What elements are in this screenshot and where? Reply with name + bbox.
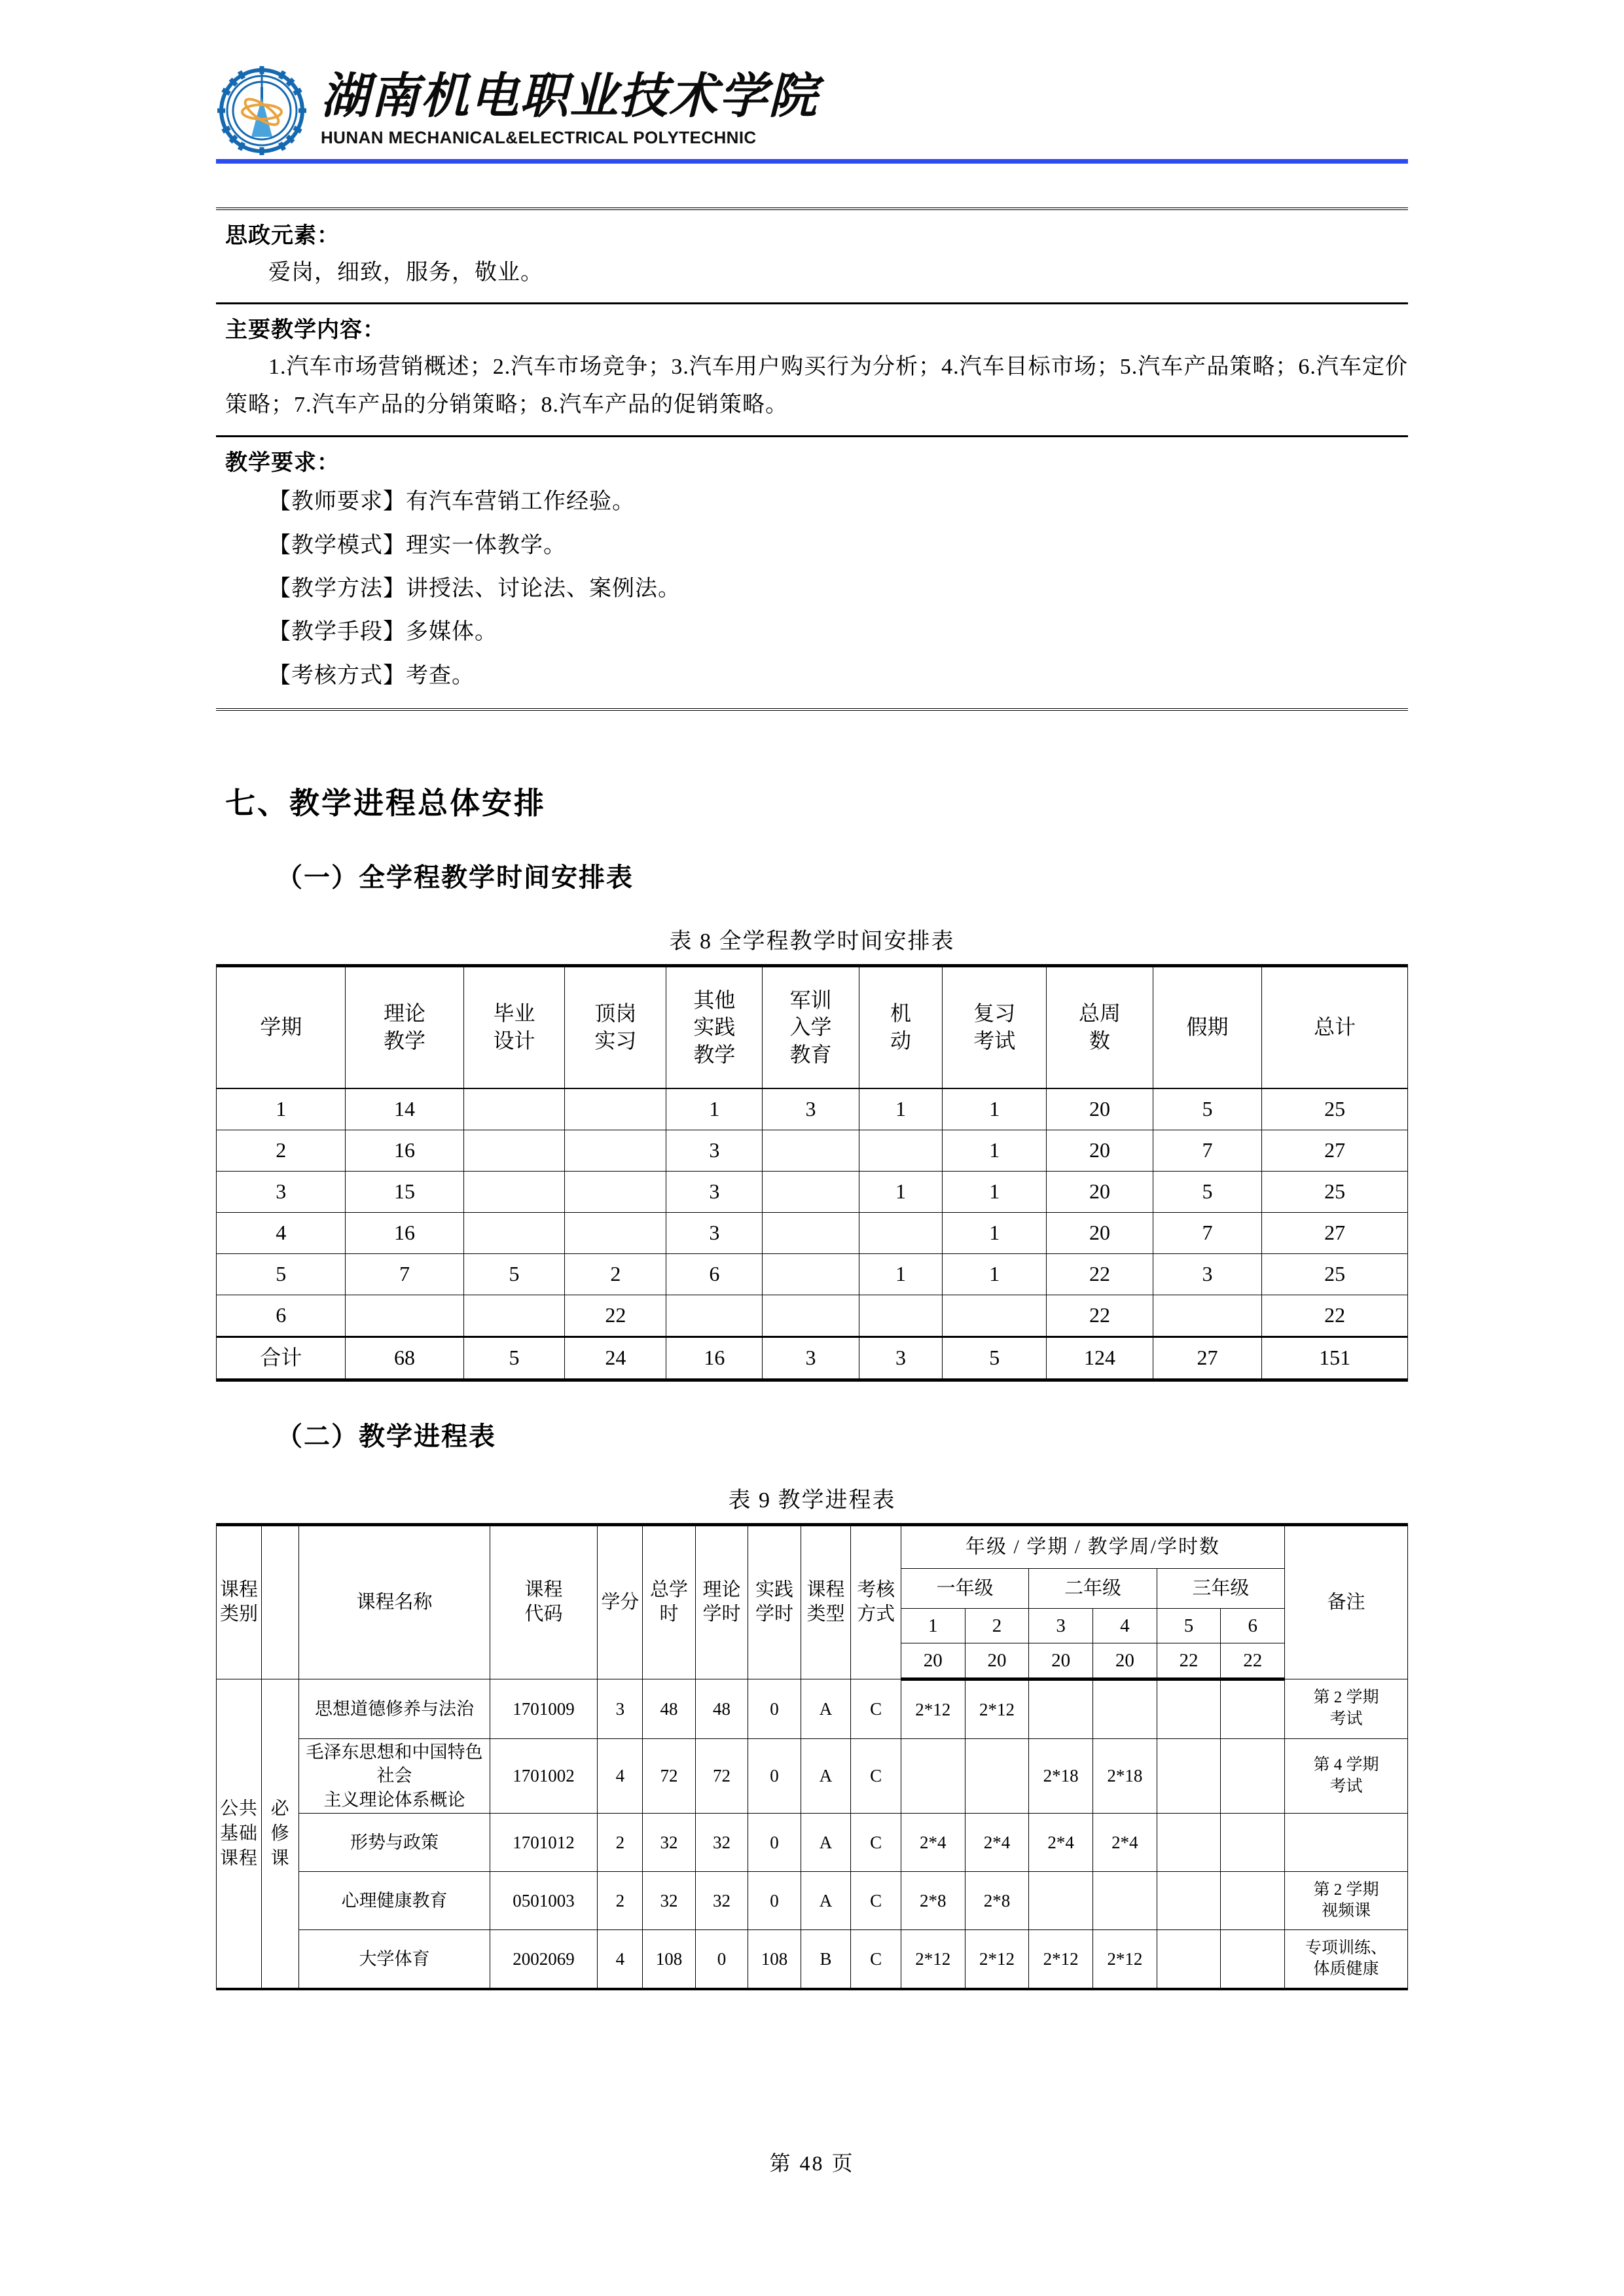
cell-total: 151 (1262, 1336, 1408, 1380)
cell-semester: 5 (217, 1253, 346, 1295)
gear-emblem-icon (216, 63, 308, 155)
cell-sem-1: 2*12 (901, 1930, 965, 1990)
cell-practice: 6 (666, 1253, 763, 1295)
table8-body (217, 1088, 1408, 1380)
cell-exam: 1 (943, 1171, 1047, 1212)
cell-sem-5 (1157, 1738, 1221, 1813)
cell-sem-4 (1092, 1679, 1157, 1738)
cell-assessment: C (851, 1679, 901, 1738)
cell-remark: 第 2 学期 视频课 (1285, 1872, 1408, 1930)
cell-semester: 4 (217, 1212, 346, 1253)
cell-assessment: C (851, 1872, 901, 1930)
institution-name-en: HUNAN MECHANICAL&ELECTRICAL POLYTECHNIC (321, 128, 757, 147)
table-row (217, 1088, 1408, 1130)
cell-course-code: 1701012 (490, 1814, 598, 1872)
cell-course-name: 形势与政策 (299, 1814, 490, 1872)
cell-total: 22 (1262, 1295, 1408, 1336)
th-grade-1: 一年级 (901, 1568, 1028, 1608)
cell-sem-3: 2*4 (1029, 1814, 1093, 1872)
cell-design (463, 1212, 565, 1253)
cell-sem-1: 2*4 (901, 1814, 965, 1872)
cell-sem-4 (1092, 1872, 1157, 1930)
cell-internship (565, 1212, 666, 1253)
th-grade-2: 二年级 (1029, 1568, 1157, 1608)
th-weeks-5: 22 (1157, 1643, 1221, 1679)
cell-practice-hours: 0 (748, 1679, 801, 1738)
cell-course-code: 0501003 (490, 1872, 598, 1930)
cell-sem-2: 2*4 (965, 1814, 1029, 1872)
cell-military (763, 1253, 859, 1295)
cell-sem-4: 2*18 (1092, 1738, 1157, 1813)
th-semester: 学期 (217, 965, 346, 1088)
cell-course-code: 1701002 (490, 1738, 598, 1813)
cell-internship (565, 1130, 666, 1171)
ideology-text: 爱岗，细致，服务，敬业。 (268, 260, 543, 285)
cell-credits: 3 (598, 1679, 643, 1738)
table9-header-row-1 (217, 1524, 1408, 1568)
cell-design (463, 1088, 565, 1130)
th-weeks-2: 20 (965, 1643, 1029, 1679)
cell-flexible (859, 1130, 943, 1171)
cell-internship: 22 (565, 1295, 666, 1336)
cell-credits: 4 (598, 1930, 643, 1990)
cell-exam (943, 1295, 1047, 1336)
cell-total-label: 合计 (217, 1336, 346, 1380)
cell-military (763, 1212, 859, 1253)
th-semester-3: 3 (1029, 1608, 1093, 1643)
cell-course-type: A (801, 1679, 851, 1738)
cell-theory: 16 (346, 1130, 463, 1171)
cell-total-hours: 48 (643, 1679, 695, 1738)
table-row (217, 1295, 1408, 1336)
th-weeks-1: 20 (901, 1643, 965, 1679)
table9-body (217, 1679, 1408, 1989)
cell-total-weeks: 22 (1047, 1295, 1153, 1336)
cell-practice-hours: 108 (748, 1930, 801, 1990)
cell-flexible: 1 (859, 1171, 943, 1212)
cell-course-code: 1701009 (490, 1679, 598, 1738)
th-internship: 顶岗 实习 (565, 965, 666, 1088)
cell-practice: 16 (666, 1336, 763, 1380)
cell-total-hours: 72 (643, 1738, 695, 1813)
cell-theory-hours: 32 (695, 1872, 748, 1930)
cell-total: 25 (1262, 1171, 1408, 1212)
th-flexible: 机 动 (859, 965, 943, 1088)
cell-sem-6 (1221, 1738, 1285, 1813)
cell-total: 27 (1262, 1212, 1408, 1253)
schedule-time-table (216, 964, 1408, 1382)
th-practice-hours: 实践 学时 (748, 1524, 801, 1679)
table-row (217, 1930, 1408, 1990)
cell-total: 27 (1262, 1130, 1408, 1171)
cell-sem-1: 2*8 (901, 1872, 965, 1930)
cell-exam: 1 (943, 1088, 1047, 1130)
cell-internship: 24 (565, 1336, 666, 1380)
cell-total-weeks: 22 (1047, 1253, 1153, 1295)
th-weeks-3: 20 (1029, 1643, 1093, 1679)
cell-sem-5 (1157, 1814, 1221, 1872)
cell-sem-2: 2*12 (965, 1679, 1029, 1738)
cell-credits: 4 (598, 1738, 643, 1813)
table8-caption: 表 8 全学程教学时间安排表 (669, 929, 955, 954)
th-course-name: 课程名称 (299, 1524, 490, 1679)
cell-remark: 专项训练、 体质健康 (1285, 1930, 1408, 1990)
cell-sem-6 (1221, 1872, 1285, 1930)
requirement-item: 【教师要求】有汽车营销工作经验。 (268, 490, 635, 514)
cell-design (463, 1130, 565, 1171)
cell-vacation: 5 (1153, 1088, 1262, 1130)
cell-course-name: 大学体育 (299, 1930, 490, 1990)
cell-semester: 6 (217, 1295, 346, 1336)
cell-sem-4: 2*4 (1092, 1814, 1157, 1872)
cell-practice-hours: 0 (748, 1872, 801, 1930)
teaching-requirements-label: 教学要求： (225, 450, 340, 475)
th-course-code: 课程 代码 (490, 1524, 598, 1679)
cell-sem-2: 2*12 (965, 1930, 1029, 1990)
th-review-exam: 复习 考试 (943, 965, 1047, 1088)
th-total-hours: 总学 时 (643, 1524, 695, 1679)
th-semester-2: 2 (965, 1608, 1029, 1643)
course-outline-block (216, 207, 1408, 711)
cell-sem-3: 2*18 (1029, 1738, 1093, 1813)
cell-design (463, 1295, 565, 1336)
requirement-item: 【教学模式】理实一体教学。 (268, 533, 566, 558)
cell-exam: 1 (943, 1253, 1047, 1295)
cell-vacation: 27 (1153, 1336, 1262, 1380)
cell-total-hours: 32 (643, 1814, 695, 1872)
cell-sem-2 (965, 1738, 1029, 1813)
cell-vacation: 7 (1153, 1212, 1262, 1253)
main-content-label: 主要教学内容： (225, 318, 386, 343)
teaching-requirements-section (216, 437, 1408, 708)
cell-theory: 14 (346, 1088, 463, 1130)
cell-exam: 1 (943, 1130, 1047, 1171)
cell-total-weeks: 20 (1047, 1088, 1153, 1130)
page-number: 第 48 页 (769, 2151, 855, 2175)
cell-assessment: C (851, 1738, 901, 1813)
cell-practice: 3 (666, 1212, 763, 1253)
institution-name-cn: 湖南机电职业技术学院 (321, 70, 818, 124)
cell-course-name: 心理健康教育 (299, 1872, 490, 1930)
teaching-progress-table (216, 1523, 1408, 1990)
cell-flexible (859, 1212, 943, 1253)
th-semester-1: 1 (901, 1608, 965, 1643)
th-semester-4: 4 (1092, 1608, 1157, 1643)
th-other-practice: 其他 实践 教学 (666, 965, 763, 1088)
ideology-label: 思政元素： (225, 224, 340, 248)
cell-vacation: 3 (1153, 1253, 1262, 1295)
th-theory-teaching: 理论 教学 (346, 965, 463, 1088)
cell-credits: 2 (598, 1814, 643, 1872)
cell-exam: 5 (943, 1336, 1047, 1380)
subsection-title-2: （二）教学进程表 (276, 1421, 496, 1451)
th-semester-5: 5 (1157, 1608, 1221, 1643)
cell-theory: 7 (346, 1253, 463, 1295)
cell-vacation: 7 (1153, 1130, 1262, 1171)
th-assessment: 考核 方式 (851, 1524, 901, 1679)
cell-sem-5 (1157, 1872, 1221, 1930)
cell-course-type: A (801, 1738, 851, 1813)
th-course-type: 课程 类型 (801, 1524, 851, 1679)
cell-total-weeks: 124 (1047, 1336, 1153, 1380)
cell-remark: 第 2 学期 考试 (1285, 1679, 1408, 1738)
cell-category-required: 必 修 课 (261, 1679, 298, 1989)
table-row (217, 1872, 1408, 1930)
th-weeks-4: 20 (1092, 1643, 1157, 1679)
requirement-item: 【教学手段】多媒体。 (268, 620, 497, 645)
cell-remark: 第 4 学期 考试 (1285, 1738, 1408, 1813)
cell-theory (346, 1295, 463, 1336)
cell-practice: 3 (666, 1130, 763, 1171)
th-course-category-sub (261, 1524, 298, 1679)
cell-total-weeks: 20 (1047, 1130, 1153, 1171)
page-header (216, 0, 1408, 158)
ideology-section (216, 210, 1408, 302)
main-content-text: 1.汽车市场营销概述；2.汽车市场竞争；3.汽车用户购买行为分析；4.汽车目标市场；5.汽车产品策略；6.汽车定价策略；7.汽车产品的分销策略；8.汽车产品的促销策略。 (225, 354, 1408, 418)
cell-course-name: 毛泽东思想和中国特色社会 主义理论体系概论 (299, 1738, 490, 1813)
cell-practice: 1 (666, 1088, 763, 1130)
cell-assessment: C (851, 1930, 901, 1990)
th-grade-3: 三年级 (1157, 1568, 1284, 1608)
cell-military (763, 1295, 859, 1336)
cell-internship (565, 1088, 666, 1130)
cell-flexible: 1 (859, 1253, 943, 1295)
cell-credits: 2 (598, 1872, 643, 1930)
cell-vacation: 5 (1153, 1171, 1262, 1212)
cell-course-type: A (801, 1872, 851, 1930)
th-credits: 学分 (598, 1524, 643, 1679)
cell-design: 5 (463, 1336, 565, 1380)
cell-theory-hours: 72 (695, 1738, 748, 1813)
cell-theory: 15 (346, 1171, 463, 1212)
th-weeks-6: 22 (1221, 1643, 1285, 1679)
cell-sem-5 (1157, 1930, 1221, 1990)
main-content-section (216, 304, 1408, 435)
cell-remark (1285, 1814, 1408, 1872)
cell-sem-6 (1221, 1679, 1285, 1738)
cell-military: 3 (763, 1088, 859, 1130)
cell-flexible: 1 (859, 1088, 943, 1130)
cell-military (763, 1130, 859, 1171)
header-divider (216, 159, 1408, 164)
cell-internship: 2 (565, 1253, 666, 1295)
cell-sem-3 (1029, 1872, 1093, 1930)
institution-logo (216, 63, 818, 155)
table-row (217, 1738, 1408, 1813)
table-row (217, 1814, 1408, 1872)
cell-sem-3 (1029, 1679, 1093, 1738)
cell-design: 5 (463, 1253, 565, 1295)
subsection-title-1: （一）全学程教学时间安排表 (276, 862, 634, 892)
cell-vacation (1153, 1295, 1262, 1336)
cell-flexible (859, 1295, 943, 1336)
th-grand-total: 总计 (1262, 965, 1408, 1088)
cell-sem-6 (1221, 1814, 1285, 1872)
th-remark: 备注 (1285, 1524, 1408, 1679)
cell-total-weeks: 20 (1047, 1171, 1153, 1212)
th-military-training: 军训 入学 教育 (763, 965, 859, 1088)
cell-assessment: C (851, 1814, 901, 1872)
cell-course-name: 思想道德修养与法治 (299, 1679, 490, 1738)
th-vacation: 假期 (1153, 965, 1262, 1088)
cell-practice-hours: 0 (748, 1814, 801, 1872)
cell-total-weeks: 20 (1047, 1212, 1153, 1253)
cell-internship (565, 1171, 666, 1212)
cell-theory-hours: 48 (695, 1679, 748, 1738)
requirement-item: 【教学方法】讲授法、讨论法、案例法。 (268, 577, 681, 601)
cell-sem-1 (901, 1738, 965, 1813)
cell-total-hours: 108 (643, 1930, 695, 1990)
cell-category-public-basic: 公共 基础 课程 (217, 1679, 262, 1989)
cell-theory: 68 (346, 1336, 463, 1380)
cell-semester: 3 (217, 1171, 346, 1212)
cell-practice-hours: 0 (748, 1738, 801, 1813)
table-row (217, 1212, 1408, 1253)
cell-course-code: 2002069 (490, 1930, 598, 1990)
table-row (217, 1253, 1408, 1295)
th-course-category: 课程 类别 (217, 1524, 262, 1679)
cell-theory-hours: 0 (695, 1930, 748, 1990)
requirement-item: 【考核方式】考查。 (268, 663, 475, 688)
cell-military: 3 (763, 1336, 859, 1380)
table-row (217, 1130, 1408, 1171)
table8-header-row (217, 965, 1408, 1088)
cell-military (763, 1171, 859, 1212)
cell-sem-4: 2*12 (1092, 1930, 1157, 1990)
th-total-weeks: 总周 数 (1047, 965, 1153, 1088)
table-row (217, 1679, 1408, 1738)
cell-course-type: B (801, 1930, 851, 1990)
th-semester-6: 6 (1221, 1608, 1285, 1643)
cell-theory-hours: 32 (695, 1814, 748, 1872)
table-row-total (217, 1336, 1408, 1380)
institution-name-block (321, 70, 818, 147)
cell-practice (666, 1295, 763, 1336)
cell-sem-1: 2*12 (901, 1679, 965, 1738)
cell-sem-5 (1157, 1679, 1221, 1738)
th-theory-hours: 理论 学时 (695, 1524, 748, 1679)
th-graduation-design: 毕业 设计 (463, 965, 565, 1088)
cell-sem-6 (1221, 1930, 1285, 1990)
section-title: 七、教学进程总体安排 (225, 786, 546, 820)
cell-semester: 1 (217, 1088, 346, 1130)
table-row (217, 1171, 1408, 1212)
cell-total: 25 (1262, 1088, 1408, 1130)
cell-total: 25 (1262, 1253, 1408, 1295)
cell-design (463, 1171, 565, 1212)
cell-practice: 3 (666, 1171, 763, 1212)
cell-semester: 2 (217, 1130, 346, 1171)
cell-exam: 1 (943, 1212, 1047, 1253)
cell-total-hours: 32 (643, 1872, 695, 1930)
cell-sem-2: 2*8 (965, 1872, 1029, 1930)
th-grade-semester-group: 年级 / 学期 / 教学周/学时数 (901, 1524, 1284, 1568)
cell-course-type: A (801, 1814, 851, 1872)
cell-flexible: 3 (859, 1336, 943, 1380)
table9-caption: 表 9 教学进程表 (728, 1488, 896, 1513)
cell-theory: 16 (346, 1212, 463, 1253)
page-footer (0, 2147, 1624, 2177)
cell-sem-3: 2*12 (1029, 1930, 1093, 1990)
